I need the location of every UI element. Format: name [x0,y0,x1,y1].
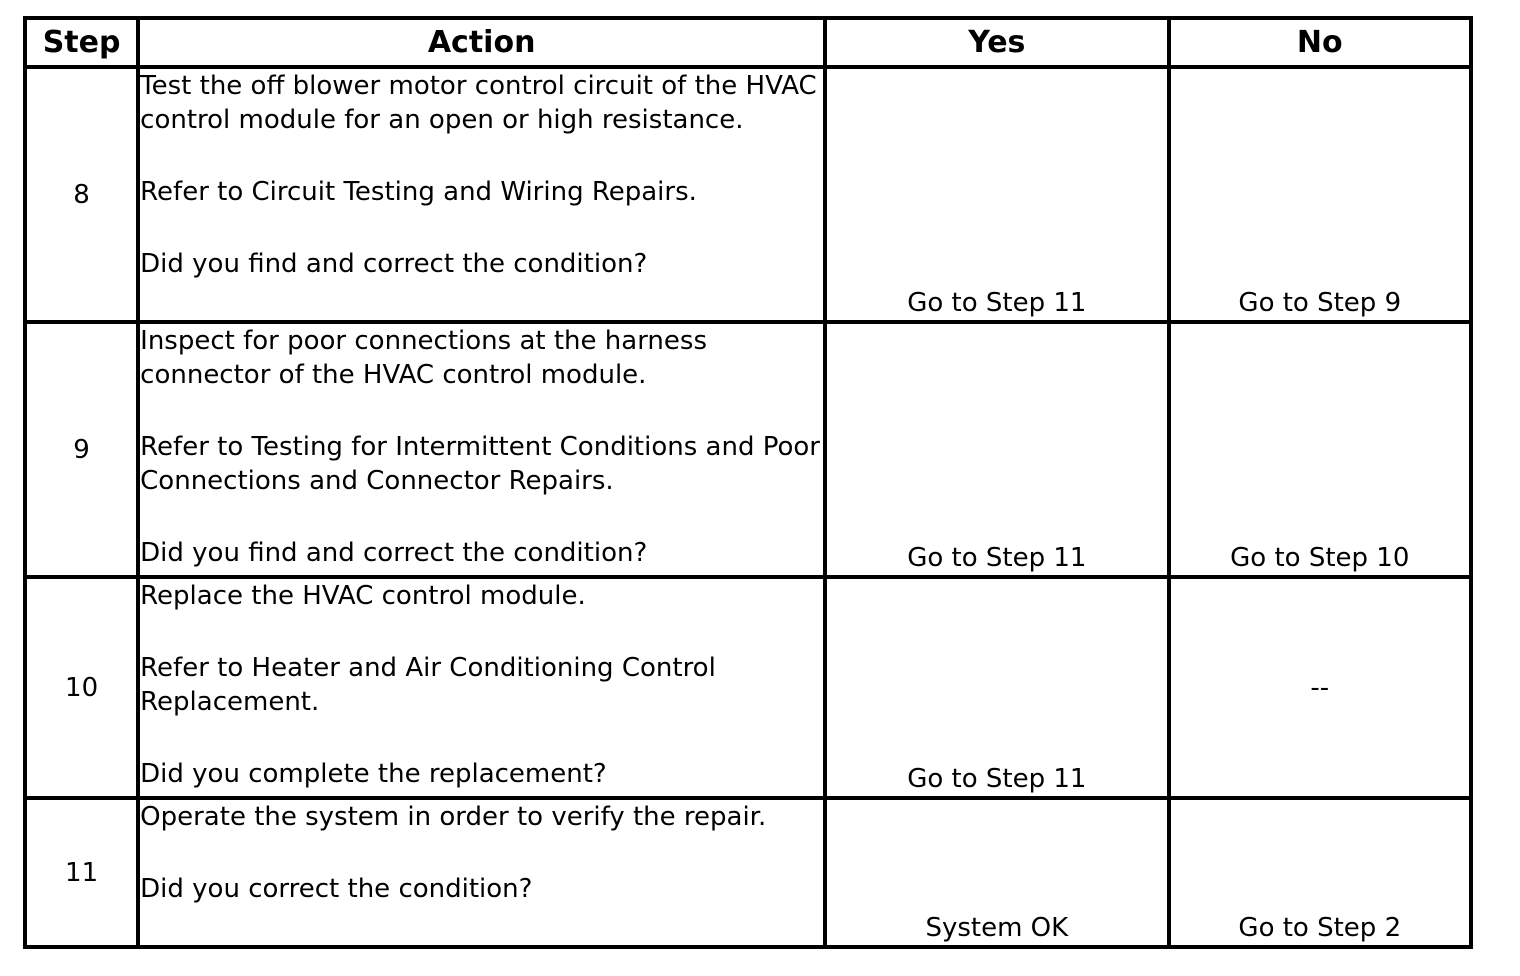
action-reference: Refer to Circuit Testing and Wiring Repairs. [140,177,697,207]
action-instruction: Replace the HVAC control module. [140,581,586,611]
no-result: Go to Step 2 [1169,798,1471,947]
header-yes: Yes [825,18,1168,67]
action-instruction: Operate the system in order to verify the repair. [140,802,767,832]
diagnostic-table [23,16,1473,949]
action-reference: Refer to Heater and Air Conditioning Control Replacement. [140,653,716,717]
action-question: Did you find and correct the condition? [140,538,648,568]
no-result: -- [1169,577,1471,798]
no-result: Go to Step 10 [1169,322,1471,577]
yes-result: Go to Step 11 [825,577,1168,798]
yes-result: Go to Step 11 [825,67,1168,322]
step-number: 10 [25,577,138,798]
header-row [25,18,1471,67]
table-row [25,67,1471,322]
action-reference: Refer to Testing for Intermittent Conditions and Poor Connections and Connector Repairs. [140,432,820,496]
table-row [25,322,1471,577]
no-result: Go to Step 9 [1169,67,1471,322]
header-no: No [1169,18,1471,67]
action-cell [138,577,825,798]
step-number: 11 [25,798,138,947]
header-action: Action [138,18,825,67]
action-cell [138,322,825,577]
header-step: Step [25,18,138,67]
yes-result: System OK [825,798,1168,947]
step-number: 8 [25,67,138,322]
action-instruction: Test the off blower motor control circuit of the HVAC control module for an open or high resistance. [140,71,817,135]
table-row [25,577,1471,798]
action-question: Did you find and correct the condition? [140,249,648,279]
action-question: Did you complete the replacement? [140,759,607,789]
table-row [25,798,1471,947]
action-question: Did you correct the condition? [140,874,533,904]
action-cell [138,798,825,947]
action-instruction: Inspect for poor connections at the harness connector of the HVAC control module. [140,326,707,390]
action-cell [138,67,825,322]
step-number: 9 [25,322,138,577]
yes-result: Go to Step 11 [825,322,1168,577]
